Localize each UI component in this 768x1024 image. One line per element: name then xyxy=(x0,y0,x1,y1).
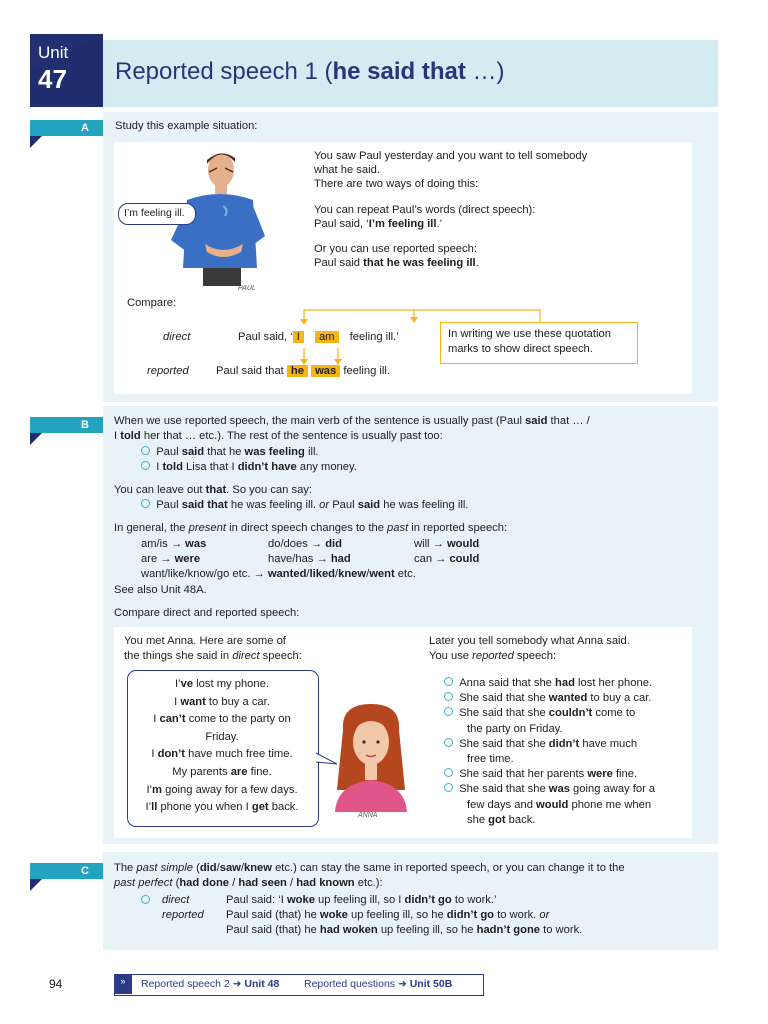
example-2: I told Lisa that I didn’t have any money. xyxy=(141,460,357,475)
bullet-icon xyxy=(141,461,150,470)
anna-direct-quotes xyxy=(130,676,314,817)
quotation-note-text: In writing we use these quotation marks to show direct speech. xyxy=(448,328,611,355)
bullet-icon xyxy=(444,783,453,792)
section-a-intro: Study this example situation: xyxy=(115,120,258,132)
link-reported-speech-2[interactable]: Reported speech 2 ➜ Unit 48 xyxy=(141,978,280,990)
link-reported-questions[interactable]: Reported questions ➜ Unit 50B xyxy=(304,978,453,990)
anna-caption: ANNA xyxy=(358,812,378,819)
quote-line: Friday. xyxy=(205,730,239,743)
tense-row-2c: can → could xyxy=(414,553,480,565)
bullet-icon xyxy=(141,446,150,455)
section-c-examples: Paul said: ‘I woke up feeling ill, so I didn’t go to work.’ Paul said (that) he woke up feeling ill, so he didn’t go to work. or Paul said (that) he had woken up feeling ill, so he hadn’t gone to work. xyxy=(226,894,583,936)
bullet-icon xyxy=(444,768,453,777)
anna-right-intro: Later you tell somebody what Anna said. You use reported speech: xyxy=(429,635,630,662)
page-title: Reported speech 1 (he said that …) xyxy=(115,58,505,85)
section-c-tab: C xyxy=(30,863,103,879)
section-c-intro: The past simple (did/saw/knew etc.) can stay the same in reported speech, or you can change it to the past perfect (had done / had seen / had known etc.): xyxy=(114,862,625,889)
quote-line: I can’t come to the party on xyxy=(153,713,291,726)
double-chevron-icon: » xyxy=(114,974,132,994)
section-b-examples xyxy=(141,445,357,475)
list-item-cont: the party on Friday. xyxy=(467,722,563,735)
quote-line: My parents are fine. xyxy=(172,765,272,778)
compare-label: Compare: xyxy=(127,297,177,309)
direct-speech-explanation: You can repeat Paul’s words (direct speech): Paul said, ‘I’m feeling ill.’ xyxy=(314,204,536,230)
direct-row-label: direct xyxy=(163,331,191,343)
tense-change-intro: In general, the present in direct speech changes to the past in reported speech: xyxy=(114,522,508,534)
tense-row-1b: do/does → did xyxy=(268,538,342,550)
quote-line: I don’t have much free time. xyxy=(151,748,293,761)
section-c-bullet xyxy=(141,895,150,907)
list-item: She said that her parents were fine. xyxy=(444,767,655,782)
see-also-text: See also Unit 48A. xyxy=(114,584,207,596)
bullet-icon xyxy=(141,895,150,904)
list-item: She said that she didn’t have much xyxy=(444,737,655,752)
tense-row-3: want/like/know/go etc. → wanted/liked/knew/went etc. xyxy=(141,568,416,580)
compare-direct-reported: Compare direct and reported speech: xyxy=(114,607,300,619)
section-c-labels: direct reported xyxy=(162,894,204,921)
section-b-fold xyxy=(30,433,42,445)
bullet-icon xyxy=(444,707,453,716)
paul-speech-text: I’m feeling ill. xyxy=(124,207,185,219)
tense-row-1a: am/is → was xyxy=(141,538,207,550)
section-b-tab: B xyxy=(30,417,103,433)
unit-number: 47 xyxy=(38,64,67,94)
quote-line: I’ll phone you when I get back. xyxy=(145,801,299,814)
list-item: She said that she couldn’t come to xyxy=(444,706,655,721)
example-1: Paul said that he was feeling ill. xyxy=(141,445,357,460)
example-3: Paul said that he was feeling ill. or Paul said he was feeling ill. xyxy=(141,499,468,511)
unit-label: Unit xyxy=(38,43,69,62)
section-a-tab: A xyxy=(30,120,103,136)
list-item: She said that she wanted to buy a car. xyxy=(444,691,655,706)
leave-out-that-text: You can leave out that. So you can say: xyxy=(114,484,312,496)
section-c-fold xyxy=(30,879,42,891)
reported-speech-explanation: Or you can use reported speech: Paul said that he was feeling ill. xyxy=(314,243,479,269)
tense-row-2b: have/has → had xyxy=(268,553,351,565)
paul-caption: PAUL xyxy=(238,285,256,292)
tense-row-1c: will → would xyxy=(414,538,480,550)
list-item-cont: she got back. xyxy=(467,813,536,826)
quote-line: I’ve lost my phone. xyxy=(175,678,269,690)
section-a-fold xyxy=(30,136,42,148)
bullet-icon xyxy=(141,499,150,508)
list-item: Anna said that she had lost her phone. xyxy=(444,676,655,691)
reported-row-label: reported xyxy=(147,365,189,377)
direct-row-text: Paul said, ‘ I am feeling ill.’ xyxy=(238,331,399,343)
list-item-cont: few days and would phone me when xyxy=(467,798,652,811)
section-b-intro: When we use reported speech, the main verb of the sentence is usually past (Paul said that … / I told her that … etc.). The rest of the sentence is usually past too: xyxy=(114,415,590,442)
bullet-icon xyxy=(444,677,453,686)
quote-line: I want to buy a car. xyxy=(174,695,270,708)
quote-line: I’m going away for a few days. xyxy=(146,783,298,796)
list-item: She said that she was going away for a xyxy=(444,782,655,797)
anna-illustration xyxy=(325,700,417,812)
page-number: 94 xyxy=(49,977,63,991)
anna-reported-list xyxy=(444,676,655,828)
list-item-cont: free time. xyxy=(467,753,514,766)
bullet-icon xyxy=(444,692,453,701)
tense-row-2a: are → were xyxy=(141,553,201,565)
bullet-icon xyxy=(444,738,453,747)
situation-text: You saw Paul yesterday and you want to tell somebody what he said. There are two ways of doing this: xyxy=(314,150,588,190)
anna-left-intro: You met Anna. Here are some of the things she said in direct speech: xyxy=(124,635,302,662)
reported-row-text: Paul said that he was feeling ill. xyxy=(216,365,390,377)
